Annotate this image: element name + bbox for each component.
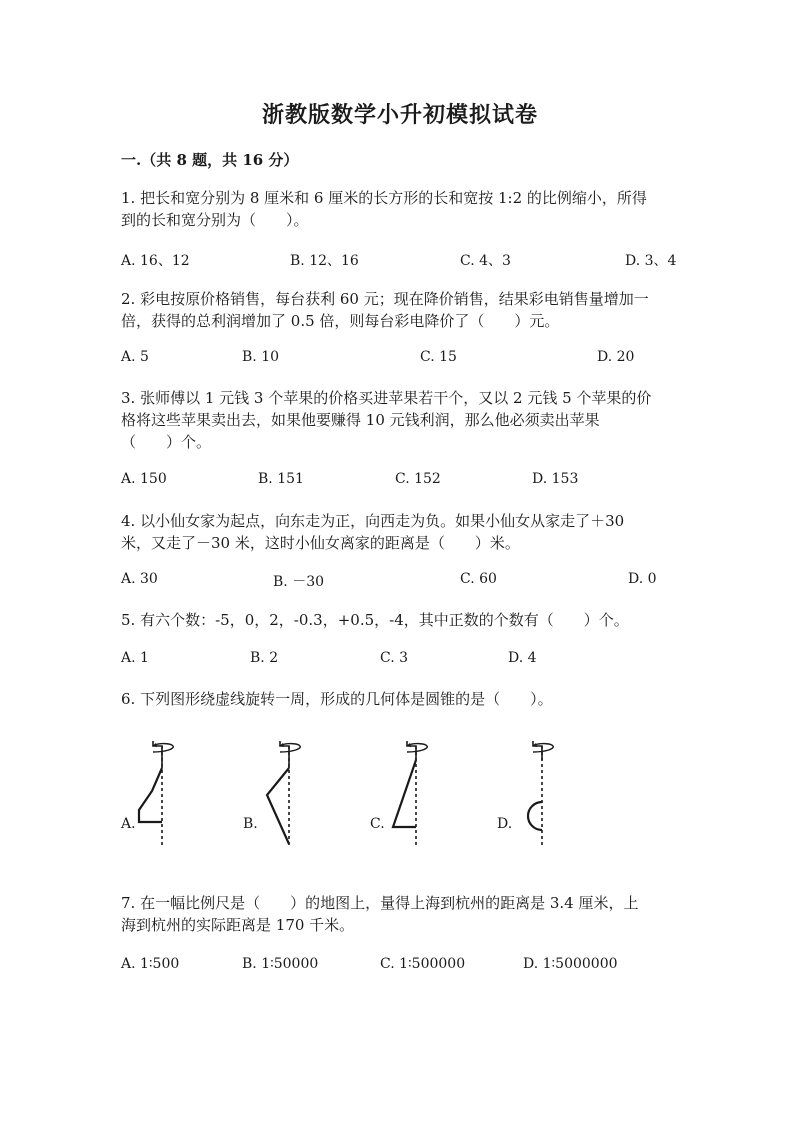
question-3: [121, 387, 681, 453]
q2-option-d: D. 20: [597, 349, 635, 365]
q6-option-a: A.: [121, 816, 136, 832]
q3-option-b: B. 151: [258, 471, 304, 487]
q7-option-a: A. 1∶500: [121, 956, 180, 972]
question-2-line-2: 倍，获得的总利润增加了 0.5 倍，则每台彩电降价了（ ）元。: [121, 312, 560, 330]
q1-option-a: A. 16、12: [121, 253, 190, 269]
q6-option-d: D.: [497, 816, 513, 832]
q6-option-b: B.: [243, 816, 258, 832]
question-4: [121, 510, 681, 554]
question-1-line-1: 1. 把长和宽分别为 8 厘米和 6 厘米的长方形的长和宽按 1:2 的比例缩小，所得: [121, 189, 647, 207]
question-3-line-2: 格将这些苹果卖出去，如果他要赚得 10 元钱利润，那么他必须卖出苹果: [121, 411, 600, 429]
question-3-line-3: （ ）个。: [121, 433, 212, 451]
q6-figure-b: [262, 738, 302, 850]
q7-option-b: B. 1∶50000: [242, 956, 319, 972]
question-7-line-2: 海到杭州的实际距离是 170 千米。: [121, 916, 355, 934]
question-6-line-1: 6. 下列图形绕虚线旋转一周，形成的几何体是圆锥的是（ ）。: [121, 690, 553, 708]
question-2: [121, 288, 681, 332]
page-title: 浙教版数学小升初模拟试卷: [261, 102, 538, 128]
q6-a-shape: [139, 768, 162, 822]
q4-option-d: D. 0: [628, 571, 657, 587]
question-7: [121, 892, 681, 936]
q4-option-c: C. 60: [460, 571, 497, 587]
q3-option-d: D. 153: [532, 471, 579, 487]
question-7-line-1: 7. 在一幅比例尺是（ ）的地图上，量得上海到杭州的距离是 3.4 厘米，上: [121, 894, 639, 912]
q5-option-a: A. 1: [121, 650, 149, 666]
q6-d-shape: [528, 802, 542, 830]
question-4-line-1: 4. 以小仙女家为起点，向东走为正，向西走为负。如果小仙女从家走了＋30: [121, 512, 625, 530]
q6-figure-d: [515, 738, 555, 850]
q2-option-c: C. 15: [420, 349, 457, 365]
q7-option-d: D. 1∶5000000: [523, 956, 618, 972]
question-5: [121, 609, 681, 631]
q5-option-d: D. 4: [508, 650, 537, 666]
question-3-line-1: 3. 张师傅以 1 元钱 3 个苹果的价格买进苹果若干个，又以 2 元钱 5 个苹果的价: [121, 389, 652, 407]
q1-option-b: B. 12、16: [290, 253, 359, 269]
q1-option-d: D. 3、4: [625, 253, 677, 269]
question-4-line-2: 米，又走了－30 米，这时小仙女离家的距离是（ ）米。: [121, 534, 520, 552]
question-1-line-2: 到的长和宽分别为（ ）。: [121, 211, 309, 229]
q4-option-b: B. －30: [273, 574, 325, 590]
q6-c-shape: [393, 760, 416, 827]
q4-option-a: A. 30: [121, 571, 158, 587]
q5-option-b: B. 2: [250, 650, 279, 666]
q6-figure-a: [135, 738, 175, 850]
q6-option-c: C.: [370, 816, 385, 832]
question-2-line-1: 2. 彩电按原价格销售，每台获利 60 元；现在降价销售，结果彩电销售量增加一: [121, 290, 649, 308]
question-5-line-1: 5. 有六个数：-5，0，2，-0.3，+0.5，-4，其中正数的个数有（ ）个。: [121, 611, 629, 629]
q6-figure-c: [389, 738, 429, 850]
q2-option-a: A. 5: [121, 349, 149, 365]
q3-option-c: C. 152: [395, 471, 441, 487]
q2-option-b: B. 10: [242, 349, 280, 365]
q6-b-shape: [267, 768, 289, 844]
section-header: 一.（共 8 题，共 16 分）: [121, 151, 299, 169]
q1-option-c: C. 4、3: [460, 253, 511, 269]
question-1: [121, 187, 681, 231]
question-6: [121, 688, 681, 710]
q3-option-a: A. 150: [121, 471, 167, 487]
q5-option-c: C. 3: [380, 650, 409, 666]
q7-option-c: C. 1∶500000: [380, 956, 466, 972]
